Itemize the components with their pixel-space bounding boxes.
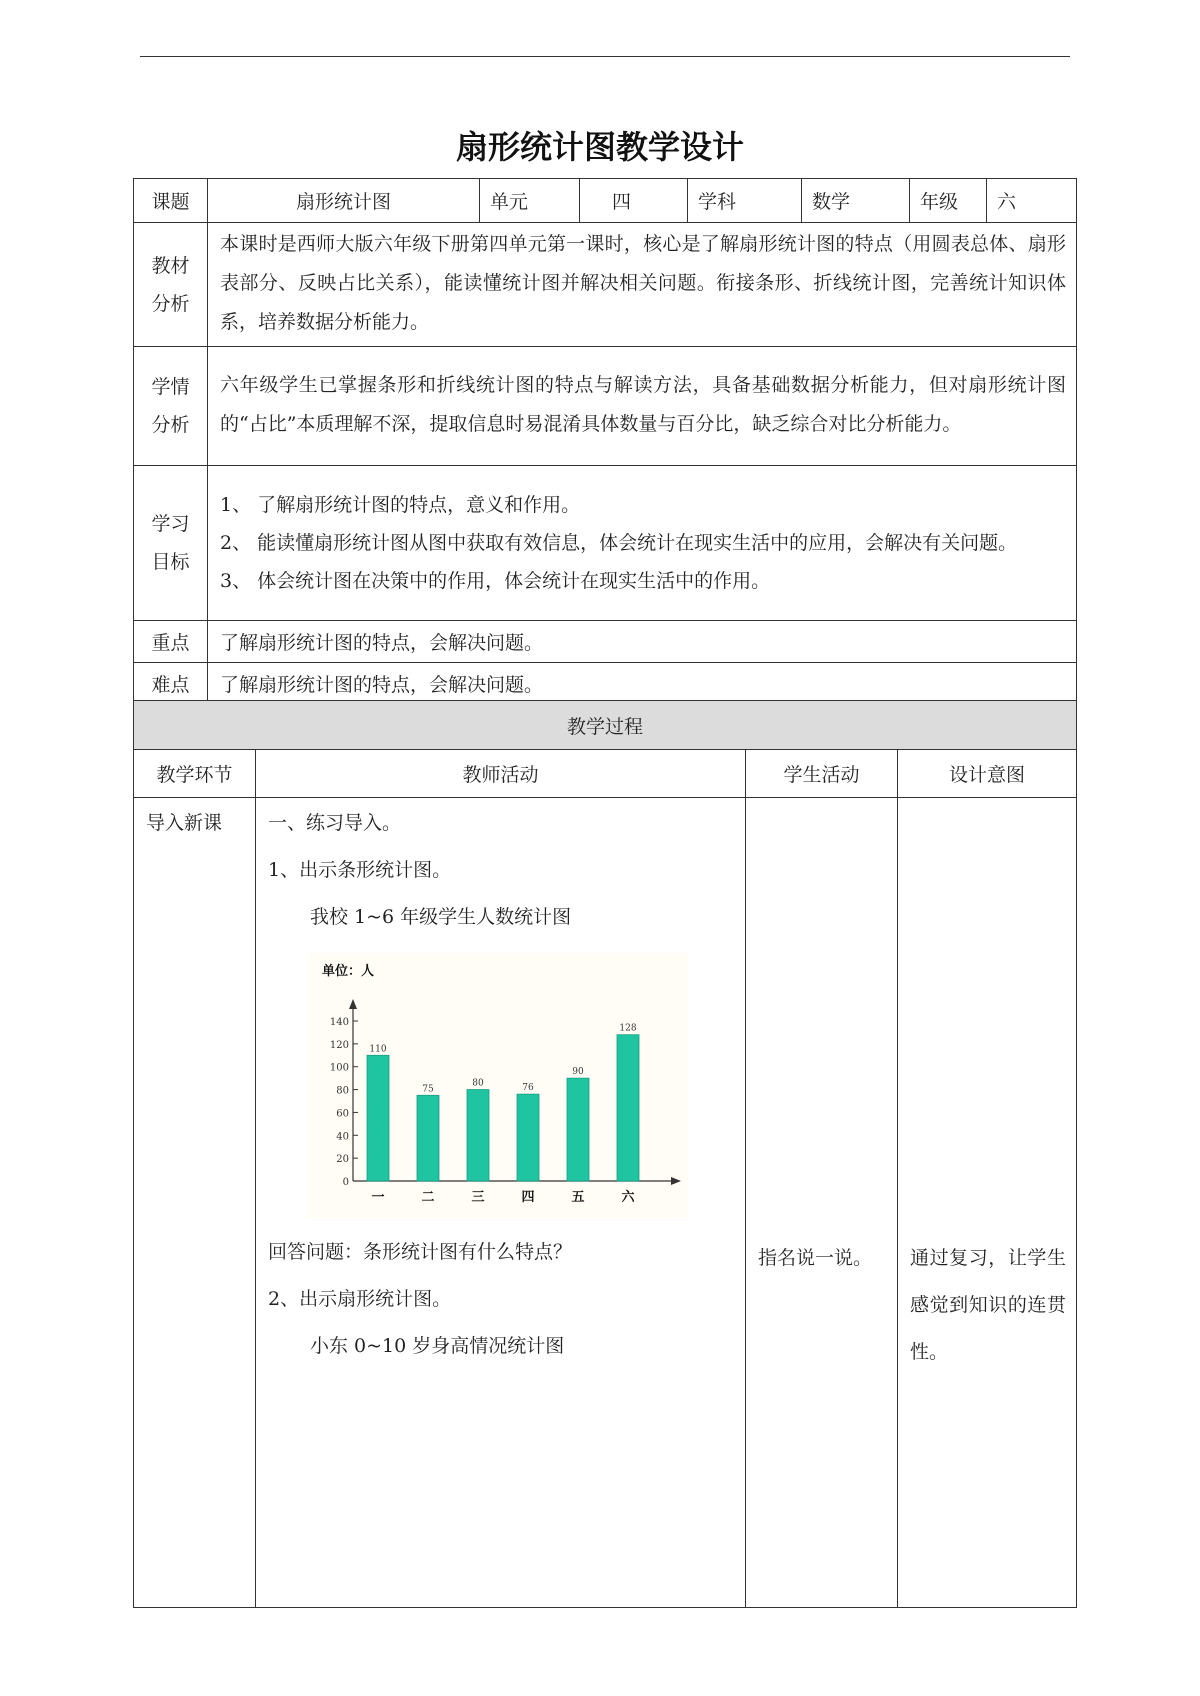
x-category-label: 一 <box>371 1190 385 1205</box>
goal-item: 2、 能读懂扇形统计图从图中获取有效信息，体会统计在现实生活中的应用，会解决有关问题。 <box>220 532 1018 554</box>
x-category-label: 二 <box>421 1190 435 1205</box>
bar-chart-figure <box>308 953 735 1223</box>
header-rule <box>140 56 1070 57</box>
difficulty-label: 难点 <box>134 663 208 705</box>
y-tick-label: 20 <box>336 1154 349 1166</box>
y-tick-label: 40 <box>336 1131 349 1143</box>
col-intent-header: 设计意图 <box>898 750 1077 798</box>
lesson-info-table <box>133 178 1077 705</box>
grade-label: 年级 <box>910 179 987 223</box>
difficulty-text: 了解扇形统计图的特点，会解决问题。 <box>208 663 1077 705</box>
y-tick-label: 100 <box>329 1062 349 1074</box>
design-intent-cell <box>898 798 1077 1608</box>
bar-chart <box>308 953 688 1218</box>
teaching-process-header: 教学过程 <box>134 701 1077 750</box>
teacher-step-3: 2、出示扇形统计图。 <box>268 1288 452 1310</box>
bar <box>367 1055 389 1181</box>
bar-value-label: 90 <box>572 1067 584 1078</box>
textbook-analysis-label: 教材 分析 <box>134 223 208 347</box>
unit-label: 单元 <box>480 179 580 223</box>
topic-value: 扇形统计图 <box>208 179 480 223</box>
col-student-header: 学生活动 <box>746 750 898 798</box>
bar <box>567 1078 589 1181</box>
x-category-label: 五 <box>571 1190 585 1205</box>
y-tick-label: 140 <box>329 1017 349 1028</box>
x-category-label: 三 <box>471 1190 485 1205</box>
goal-item: 1、 了解扇形统计图的特点，意义和作用。 <box>220 494 581 516</box>
bar-chart-caption: 我校 1~6 年级学生人数统计图 <box>310 906 572 928</box>
topic-label: 课题 <box>134 179 208 223</box>
student-activity-cell <box>746 798 898 1608</box>
unit-value: 四 <box>580 179 688 223</box>
bar-value-label: 110 <box>369 1044 387 1055</box>
bar <box>517 1094 539 1181</box>
teacher-step-1: 一、练习导入。 <box>268 812 402 834</box>
x-category-label: 六 <box>621 1190 635 1205</box>
bar-value-label: 75 <box>422 1084 434 1095</box>
key-point-label: 重点 <box>134 621 208 663</box>
student-activity-text: 指名说一说。 <box>758 1247 873 1269</box>
subject-value: 数学 <box>802 179 910 223</box>
subject-label: 学科 <box>688 179 802 223</box>
grade-value: 六 <box>987 179 1077 223</box>
y-tick-label: 120 <box>329 1039 349 1051</box>
learning-goals-list <box>208 466 1077 621</box>
design-intent-text: 通过复习，让学生感觉到知识的连贯性。 <box>910 1247 1067 1363</box>
bar-value-label: 128 <box>619 1023 637 1034</box>
col-teacher-header: 教师活动 <box>256 750 746 798</box>
key-point-text: 了解扇形统计图的特点，会解决问题。 <box>208 621 1077 663</box>
stage-cell <box>134 798 256 1608</box>
bar-value-label: 76 <box>522 1083 534 1094</box>
bar <box>417 1095 439 1181</box>
col-stage-header: 教学环节 <box>134 750 256 798</box>
stage-label: 导入新课 <box>146 812 223 834</box>
y-tick-label: 0 <box>342 1177 349 1188</box>
teacher-step-2: 1、出示条形统计图。 <box>268 859 452 881</box>
unit-label: 单位：人 <box>322 964 375 979</box>
goal-item: 3、 体会统计图在决策中的作用，体会统计在现实生活中的作用。 <box>220 570 771 592</box>
document-title: 扇形统计图教学设计 <box>455 128 744 166</box>
teacher-activity-cell <box>256 798 746 1608</box>
textbook-analysis-text: 本课时是西师大版六年级下册第四单元第一课时，核心是了解扇形统计图的特点（用圆表总体、扇形表部分、反映占比关系），能读懂统计图并解决相关问题。衔接条形、折线统计图，完善统计知识体系，培养数据分析能力。 <box>208 223 1077 347</box>
student-analysis-label: 学情 分析 <box>134 347 208 466</box>
pie-chart-caption: 小东 0~10 岁身高情况统计图 <box>310 1335 565 1357</box>
bar-value-label: 80 <box>472 1078 484 1089</box>
student-analysis-text: 六年级学生已掌握条形和折线统计图的特点与解读方法，具备基础数据分析能力，但对扇形统计图的“占比”本质理解不深，提取信息时易混淆具体数量与百分比，缺乏综合对比分析能力。 <box>208 347 1077 466</box>
bar <box>467 1090 489 1181</box>
teacher-question: 回答问题：条形统计图有什么特点？ <box>268 1241 573 1263</box>
learning-goals-label: 学习 目标 <box>134 466 208 621</box>
teaching-process-table <box>133 700 1077 1608</box>
y-tick-label: 60 <box>336 1108 349 1120</box>
y-tick-label: 80 <box>336 1085 349 1097</box>
x-category-label: 四 <box>521 1190 535 1205</box>
bar <box>617 1035 639 1181</box>
